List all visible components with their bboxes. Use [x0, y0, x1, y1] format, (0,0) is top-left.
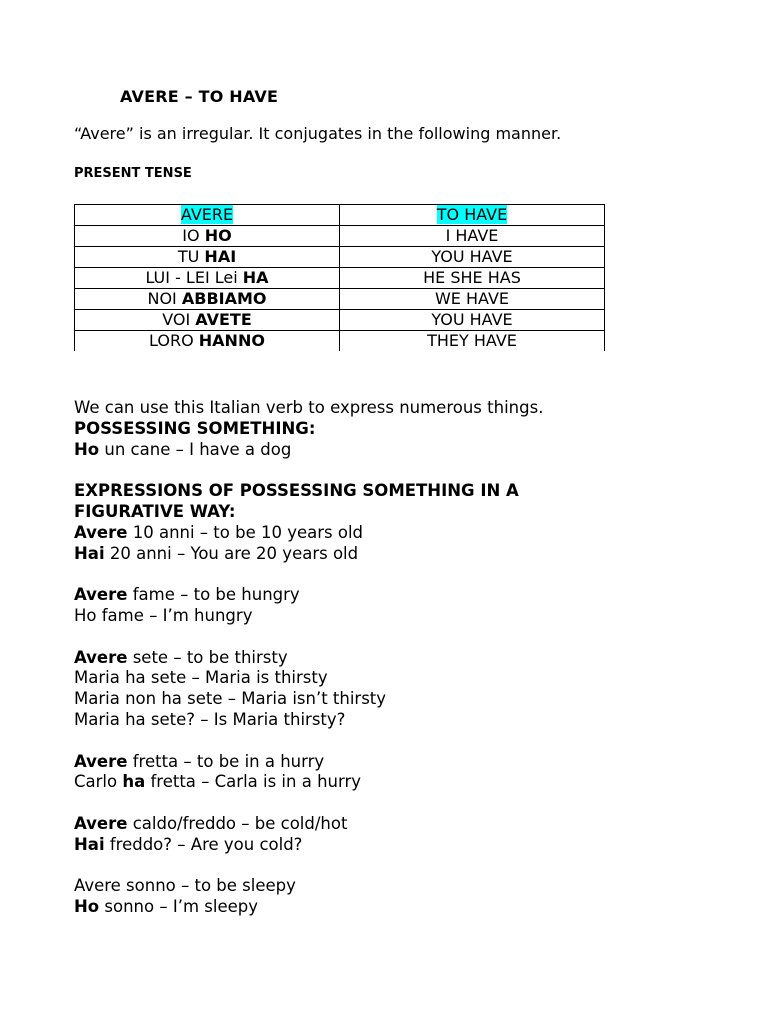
table-header-cell	[340, 205, 605, 226]
example-line: Maria ha sete – Maria is thirsty	[74, 668, 328, 688]
highlighted-header: AVERE	[180, 205, 234, 224]
example-line	[74, 544, 694, 565]
paragraph-line: We can use this Italian verb to express numerous things.	[74, 398, 544, 417]
example-line	[74, 772, 694, 793]
example-line	[74, 523, 694, 544]
verb-form: AVETE	[195, 310, 252, 329]
section-heading: PRESENT TENSE	[74, 166, 192, 181]
pronoun: IO	[182, 226, 205, 245]
example-text: un cane – I have a dog	[99, 439, 292, 459]
verb-form: Ho	[74, 439, 100, 459]
verb-form: HO	[204, 226, 232, 245]
verb-form: Avere	[74, 585, 128, 605]
verb-form: ABBIAMO	[181, 289, 267, 308]
table-cell: YOU HAVE	[340, 310, 605, 331]
conjugation-table	[74, 204, 605, 351]
pronoun: NOI	[147, 289, 182, 308]
example-text: Carlo	[74, 772, 123, 792]
verb-form: Avere	[74, 647, 128, 667]
verb-form: Hai	[74, 543, 105, 563]
table-cell: HE SHE HAS	[340, 268, 605, 289]
table-row	[75, 247, 605, 268]
table-cell: WE HAVE	[340, 289, 605, 310]
example-line	[74, 585, 694, 606]
pronoun: LUI - LEI Lei	[145, 268, 243, 287]
table-cell	[75, 310, 340, 331]
example-line	[74, 897, 694, 918]
table-cell: I HAVE	[340, 226, 605, 247]
table-row	[75, 226, 605, 247]
table-cell: YOU HAVE	[340, 247, 605, 268]
table-cell	[75, 331, 340, 352]
example-line: Maria non ha sete – Maria isn’t thirsty	[74, 689, 387, 709]
section-heading: FIGURATIVE WAY:	[74, 501, 236, 521]
pronoun: LORO	[149, 331, 199, 350]
example-text: caldo/freddo – be cold/hot	[127, 813, 348, 833]
example-text: fame – to be hungry	[127, 585, 300, 605]
document-body	[74, 398, 694, 918]
example-text: sete – to be thirsty	[127, 647, 288, 667]
example-line	[74, 752, 694, 773]
table-cell	[75, 268, 340, 289]
pronoun: VOI	[162, 310, 196, 329]
example-text: freddo? – Are you cold?	[104, 834, 303, 854]
table-cell	[75, 247, 340, 268]
table-header-cell	[75, 205, 340, 226]
table-row	[75, 310, 605, 331]
table-row	[75, 268, 605, 289]
page-title: AVERE – TO HAVE	[120, 87, 279, 106]
example-line: Ho fame – I’m hungry	[74, 605, 253, 625]
table-cell	[75, 289, 340, 310]
verb-form: HA	[242, 268, 269, 287]
verb-form: Avere	[74, 522, 128, 542]
highlighted-header: TO HAVE	[436, 205, 508, 224]
example-text: sonno – I’m sleepy	[99, 897, 258, 917]
example-text: fretta – Carla is in a hurry	[145, 772, 362, 792]
example-line	[74, 814, 694, 835]
example-line	[74, 648, 694, 669]
verb-form: Hai	[74, 834, 105, 854]
table-row	[75, 331, 605, 352]
verb-form: Avere	[74, 813, 128, 833]
example-text: 20 anni – You are 20 years old	[104, 543, 359, 563]
verb-form: Ho	[74, 897, 100, 917]
example-text: fretta – to be in a hurry	[127, 751, 325, 771]
verb-form: HANNO	[198, 331, 265, 350]
example-line	[74, 440, 694, 461]
table-cell	[75, 226, 340, 247]
table-header-row	[75, 205, 605, 226]
intro-text: “Avere” is an irregular. It conjugates in the following manner.	[74, 124, 562, 143]
example-text: 10 anni – to be 10 years old	[127, 522, 364, 542]
example-line: Avere sonno – to be sleepy	[74, 876, 296, 896]
verb-form: Avere	[74, 751, 128, 771]
example-line: Maria ha sete? – Is Maria thirsty?	[74, 709, 346, 729]
section-heading: EXPRESSIONS OF POSSESSING SOMETHING IN A	[74, 481, 519, 501]
verb-form: ha	[122, 772, 146, 792]
table-cell: THEY HAVE	[340, 331, 605, 352]
section-heading: POSSESSING SOMETHING:	[74, 418, 316, 438]
table-row	[75, 289, 605, 310]
pronoun: TU	[177, 247, 205, 266]
verb-form: HAI	[204, 247, 237, 266]
example-line	[74, 835, 694, 856]
